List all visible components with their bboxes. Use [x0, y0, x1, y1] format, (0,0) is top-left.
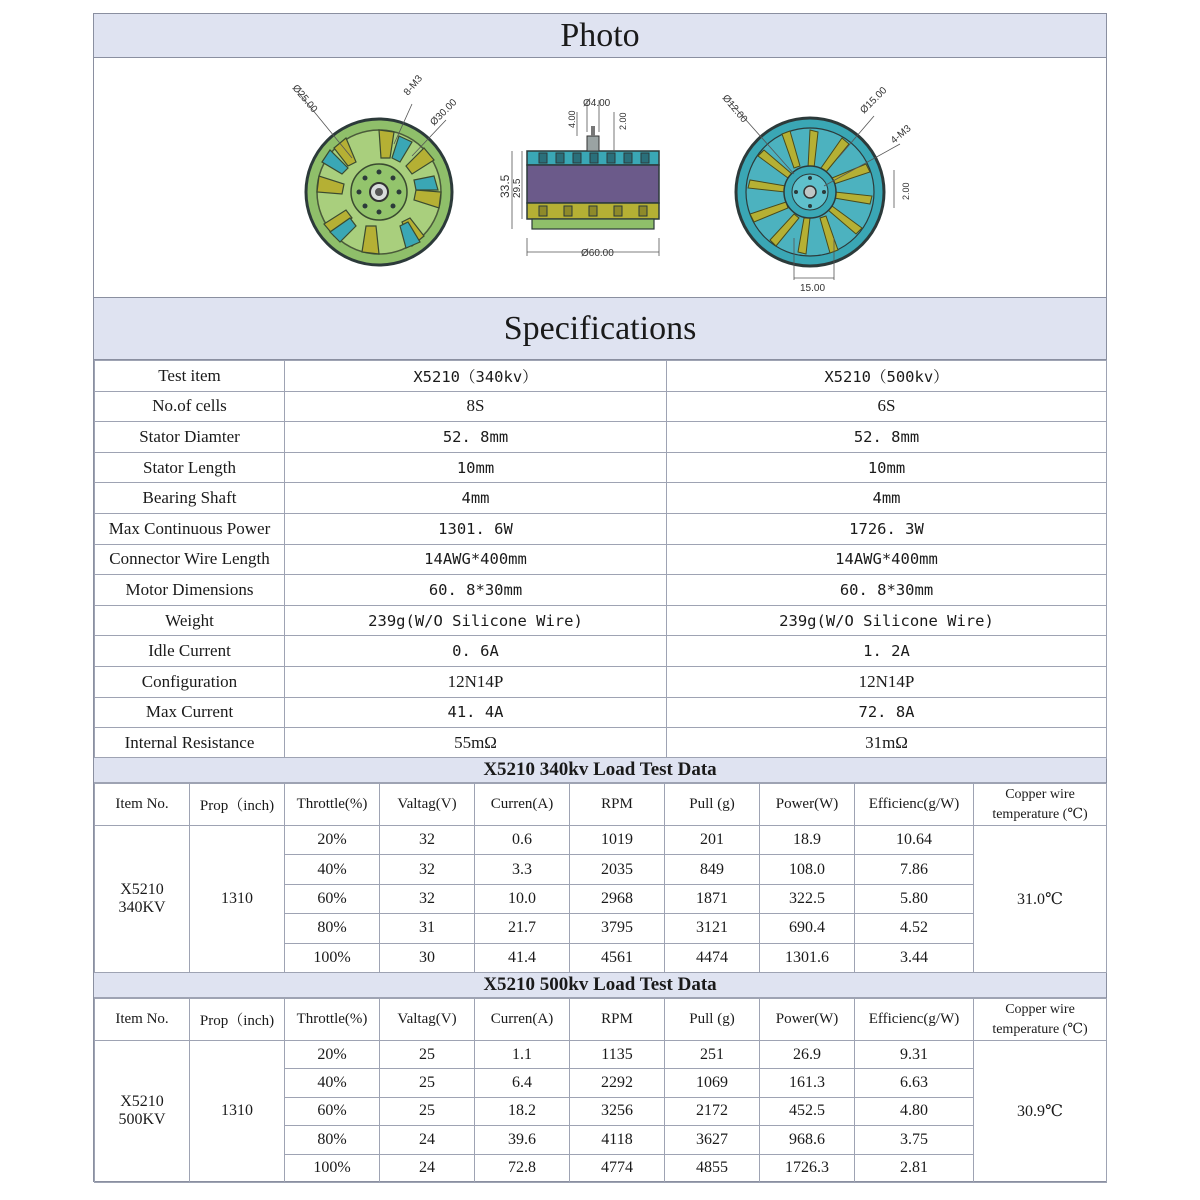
spec-sheet [93, 13, 1107, 1182]
load-header-cell: Valtag(V) [380, 999, 475, 1041]
spec-row [95, 728, 1107, 759]
spec-header-cell: X5210（500kv） [667, 361, 1107, 392]
spec-label: Internal Resistance [95, 728, 285, 759]
load-value: 20% [285, 1041, 380, 1069]
load-header-cell: Efficienc(g/W) [855, 999, 974, 1041]
spec-value: 72. 8A [667, 697, 1107, 728]
dim-label: 4-M3 [888, 123, 914, 147]
spec-label: Motor Dimensions [95, 575, 285, 606]
dim-label: 2.00 [901, 182, 911, 200]
load-value: 60% [285, 884, 380, 913]
load-value: 2172 [665, 1097, 760, 1125]
load-header-cell: Prop（inch) [190, 999, 285, 1041]
dim-label: Ø30.00 [428, 97, 460, 129]
prop-cell: 1310 [190, 1041, 285, 1183]
spec-row [95, 605, 1107, 636]
spec-value: 55mΩ [285, 728, 667, 759]
spec-label: Bearing Shaft [95, 483, 285, 514]
load-header-cell: Power(W) [760, 784, 855, 826]
spec-row [95, 697, 1107, 728]
spec-value: 239g(W/O Silicone Wire) [667, 605, 1107, 636]
load-value: 25 [380, 1041, 475, 1069]
dim-label: Ø25.00 [289, 82, 320, 116]
dim-label: 2.00 [618, 112, 628, 130]
load-value: 30 [380, 943, 475, 972]
spec-value: 0. 6A [285, 636, 667, 667]
load-header-cell: Copper wire temperature (℃) [974, 784, 1107, 826]
dim-label: 8-M3 [401, 73, 425, 98]
load-value: 849 [665, 855, 760, 884]
spec-row [95, 544, 1107, 575]
spec-label: Configuration [95, 666, 285, 697]
load-value: 3.75 [855, 1126, 974, 1154]
spec-row [95, 666, 1107, 697]
load-value: 80% [285, 1126, 380, 1154]
load-value: 80% [285, 914, 380, 943]
spec-value: 1301. 6W [285, 513, 667, 544]
dim-label: 33.5 [498, 174, 512, 198]
motor-top-view-drawing [720, 85, 914, 294]
spec-value: 1726. 3W [667, 513, 1107, 544]
load-value: 2.81 [855, 1154, 974, 1182]
spec-row [95, 452, 1107, 483]
spec-label: Idle Current [95, 636, 285, 667]
load-value: 1726.3 [760, 1154, 855, 1182]
load-value: 9.31 [855, 1041, 974, 1069]
load-header-cell: Throttle(%) [285, 784, 380, 826]
spec-label: Connector Wire Length [95, 544, 285, 575]
spec-value: 1. 2A [667, 636, 1107, 667]
spec-label: Max Continuous Power [95, 513, 285, 544]
spec-row [95, 575, 1107, 606]
motor-side-view-drawing [498, 98, 659, 259]
specifications-section-title: Specifications [94, 297, 1106, 360]
spec-value: 4mm [667, 483, 1107, 514]
spec-value: 52. 8mm [285, 422, 667, 453]
load-value: 20% [285, 826, 380, 855]
dim-label: Ø60.00 [581, 248, 614, 259]
spec-value: 12N14P [285, 666, 667, 697]
dim-label: Ø15.00 [858, 85, 890, 117]
load-value: 32 [380, 855, 475, 884]
load-value: 41.4 [475, 943, 570, 972]
spec-row [95, 513, 1107, 544]
load-header-cell: RPM [570, 999, 665, 1041]
spec-value: 52. 8mm [667, 422, 1107, 453]
load-value: 6.63 [855, 1069, 974, 1097]
load-value: 25 [380, 1097, 475, 1125]
load-value: 251 [665, 1041, 760, 1069]
load-value: 1871 [665, 884, 760, 913]
spec-value: 60. 8*30mm [285, 575, 667, 606]
spec-label: Stator Length [95, 452, 285, 483]
load-value: 24 [380, 1154, 475, 1182]
load-test-500-table [94, 998, 1107, 1183]
load-value: 6.4 [475, 1069, 570, 1097]
load-value: 1301.6 [760, 943, 855, 972]
load-header-cell: Valtag(V) [380, 784, 475, 826]
dim-label: Ø4.00 [583, 98, 611, 109]
load-header-cell: Throttle(%) [285, 999, 380, 1041]
load-value: 40% [285, 855, 380, 884]
load-value: 4.52 [855, 914, 974, 943]
load-value: 100% [285, 1154, 380, 1182]
load-value: 18.9 [760, 826, 855, 855]
load-header-cell: Copper wire temperature (℃) [974, 999, 1107, 1041]
prop-cell: 1310 [190, 826, 285, 973]
load-value: 322.5 [760, 884, 855, 913]
dim-label: 4.00 [567, 110, 577, 128]
load-header-cell: Power(W) [760, 999, 855, 1041]
load-header-cell: Prop（inch) [190, 784, 285, 826]
specifications-table [94, 360, 1107, 759]
load-value: 7.86 [855, 855, 974, 884]
spec-value: 4mm [285, 483, 667, 514]
load-value: 2968 [570, 884, 665, 913]
spec-header-cell: Test item [95, 361, 285, 392]
load-value: 32 [380, 884, 475, 913]
spec-value: 6S [667, 391, 1107, 422]
photo-section-title: Photo [94, 14, 1106, 58]
load-value: 4474 [665, 943, 760, 972]
load-value: 3.3 [475, 855, 570, 884]
load-value: 40% [285, 1069, 380, 1097]
load-value: 108.0 [760, 855, 855, 884]
spec-value: 60. 8*30mm [667, 575, 1107, 606]
spec-row [95, 636, 1107, 667]
dim-label: Ø12.00 [719, 92, 750, 126]
load-value: 4561 [570, 943, 665, 972]
spec-label: Max Current [95, 697, 285, 728]
load-test-340-title: X5210 340kv Load Test Data [94, 757, 1106, 783]
load-value: 31 [380, 914, 475, 943]
load-value: 1135 [570, 1041, 665, 1069]
load-value: 18.2 [475, 1097, 570, 1125]
load-value: 4774 [570, 1154, 665, 1182]
load-header-cell: Pull (g) [665, 784, 760, 826]
load-header-cell: Efficienc(g/W) [855, 784, 974, 826]
load-header-cell: Curren(A) [475, 784, 570, 826]
load-header-row [95, 999, 1107, 1041]
dim-label: 29.5 [512, 178, 523, 198]
load-value: 2035 [570, 855, 665, 884]
load-header-cell: Pull (g) [665, 999, 760, 1041]
load-value: 5.80 [855, 884, 974, 913]
load-value: 3795 [570, 914, 665, 943]
temperature-cell: 31.0℃ [974, 826, 1107, 973]
load-value: 452.5 [760, 1097, 855, 1125]
spec-label: Stator Diamter [95, 422, 285, 453]
load-value: 968.6 [760, 1126, 855, 1154]
spec-value: 14AWG*400mm [667, 544, 1107, 575]
spec-label: No.of cells [95, 391, 285, 422]
load-row [95, 826, 1107, 855]
load-value: 3.44 [855, 943, 974, 972]
load-value: 3256 [570, 1097, 665, 1125]
spec-value: 41. 4A [285, 697, 667, 728]
load-value: 32 [380, 826, 475, 855]
spec-value: 12N14P [667, 666, 1107, 697]
load-value: 100% [285, 943, 380, 972]
load-header-cell: RPM [570, 784, 665, 826]
load-value: 1.1 [475, 1041, 570, 1069]
motor-drawings [94, 58, 1106, 297]
load-value: 4118 [570, 1126, 665, 1154]
spec-row [95, 391, 1107, 422]
spec-row [95, 422, 1107, 453]
load-value: 10.0 [475, 884, 570, 913]
load-value: 25 [380, 1069, 475, 1097]
load-value: 60% [285, 1097, 380, 1125]
spec-label: Weight [95, 605, 285, 636]
load-value: 4855 [665, 1154, 760, 1182]
load-header-cell: Curren(A) [475, 999, 570, 1041]
load-value: 10.64 [855, 826, 974, 855]
load-value: 3121 [665, 914, 760, 943]
load-value: 0.6 [475, 826, 570, 855]
item-no-cell: X5210 500KV [95, 1041, 190, 1183]
load-value: 39.6 [475, 1126, 570, 1154]
spec-value: 10mm [667, 452, 1107, 483]
load-value: 161.3 [760, 1069, 855, 1097]
load-header-row [95, 784, 1107, 826]
load-value: 4.80 [855, 1097, 974, 1125]
load-test-340-table [94, 783, 1107, 973]
load-header-cell: Item No. [95, 999, 190, 1041]
spec-value: 14AWG*400mm [285, 544, 667, 575]
load-value: 1069 [665, 1069, 760, 1097]
load-value: 21.7 [475, 914, 570, 943]
spec-header-cell: X5210（340kv） [285, 361, 667, 392]
spec-value: 8S [285, 391, 667, 422]
load-value: 690.4 [760, 914, 855, 943]
spec-header-row [95, 361, 1107, 392]
spec-value: 10mm [285, 452, 667, 483]
temperature-cell: 30.9℃ [974, 1041, 1107, 1183]
load-test-500-title: X5210 500kv Load Test Data [94, 972, 1106, 998]
load-value: 26.9 [760, 1041, 855, 1069]
load-row [95, 1041, 1107, 1069]
spec-value: 31mΩ [667, 728, 1107, 759]
motor-bottom-view-drawing [290, 73, 460, 265]
spec-row [95, 483, 1107, 514]
load-value: 24 [380, 1126, 475, 1154]
load-value: 1019 [570, 826, 665, 855]
load-value: 2292 [570, 1069, 665, 1097]
load-header-cell: Item No. [95, 784, 190, 826]
load-value: 3627 [665, 1126, 760, 1154]
load-value: 201 [665, 826, 760, 855]
item-no-cell: X5210 340KV [95, 826, 190, 973]
load-value: 72.8 [475, 1154, 570, 1182]
dim-label: 15.00 [800, 283, 826, 294]
spec-value: 239g(W/O Silicone Wire) [285, 605, 667, 636]
